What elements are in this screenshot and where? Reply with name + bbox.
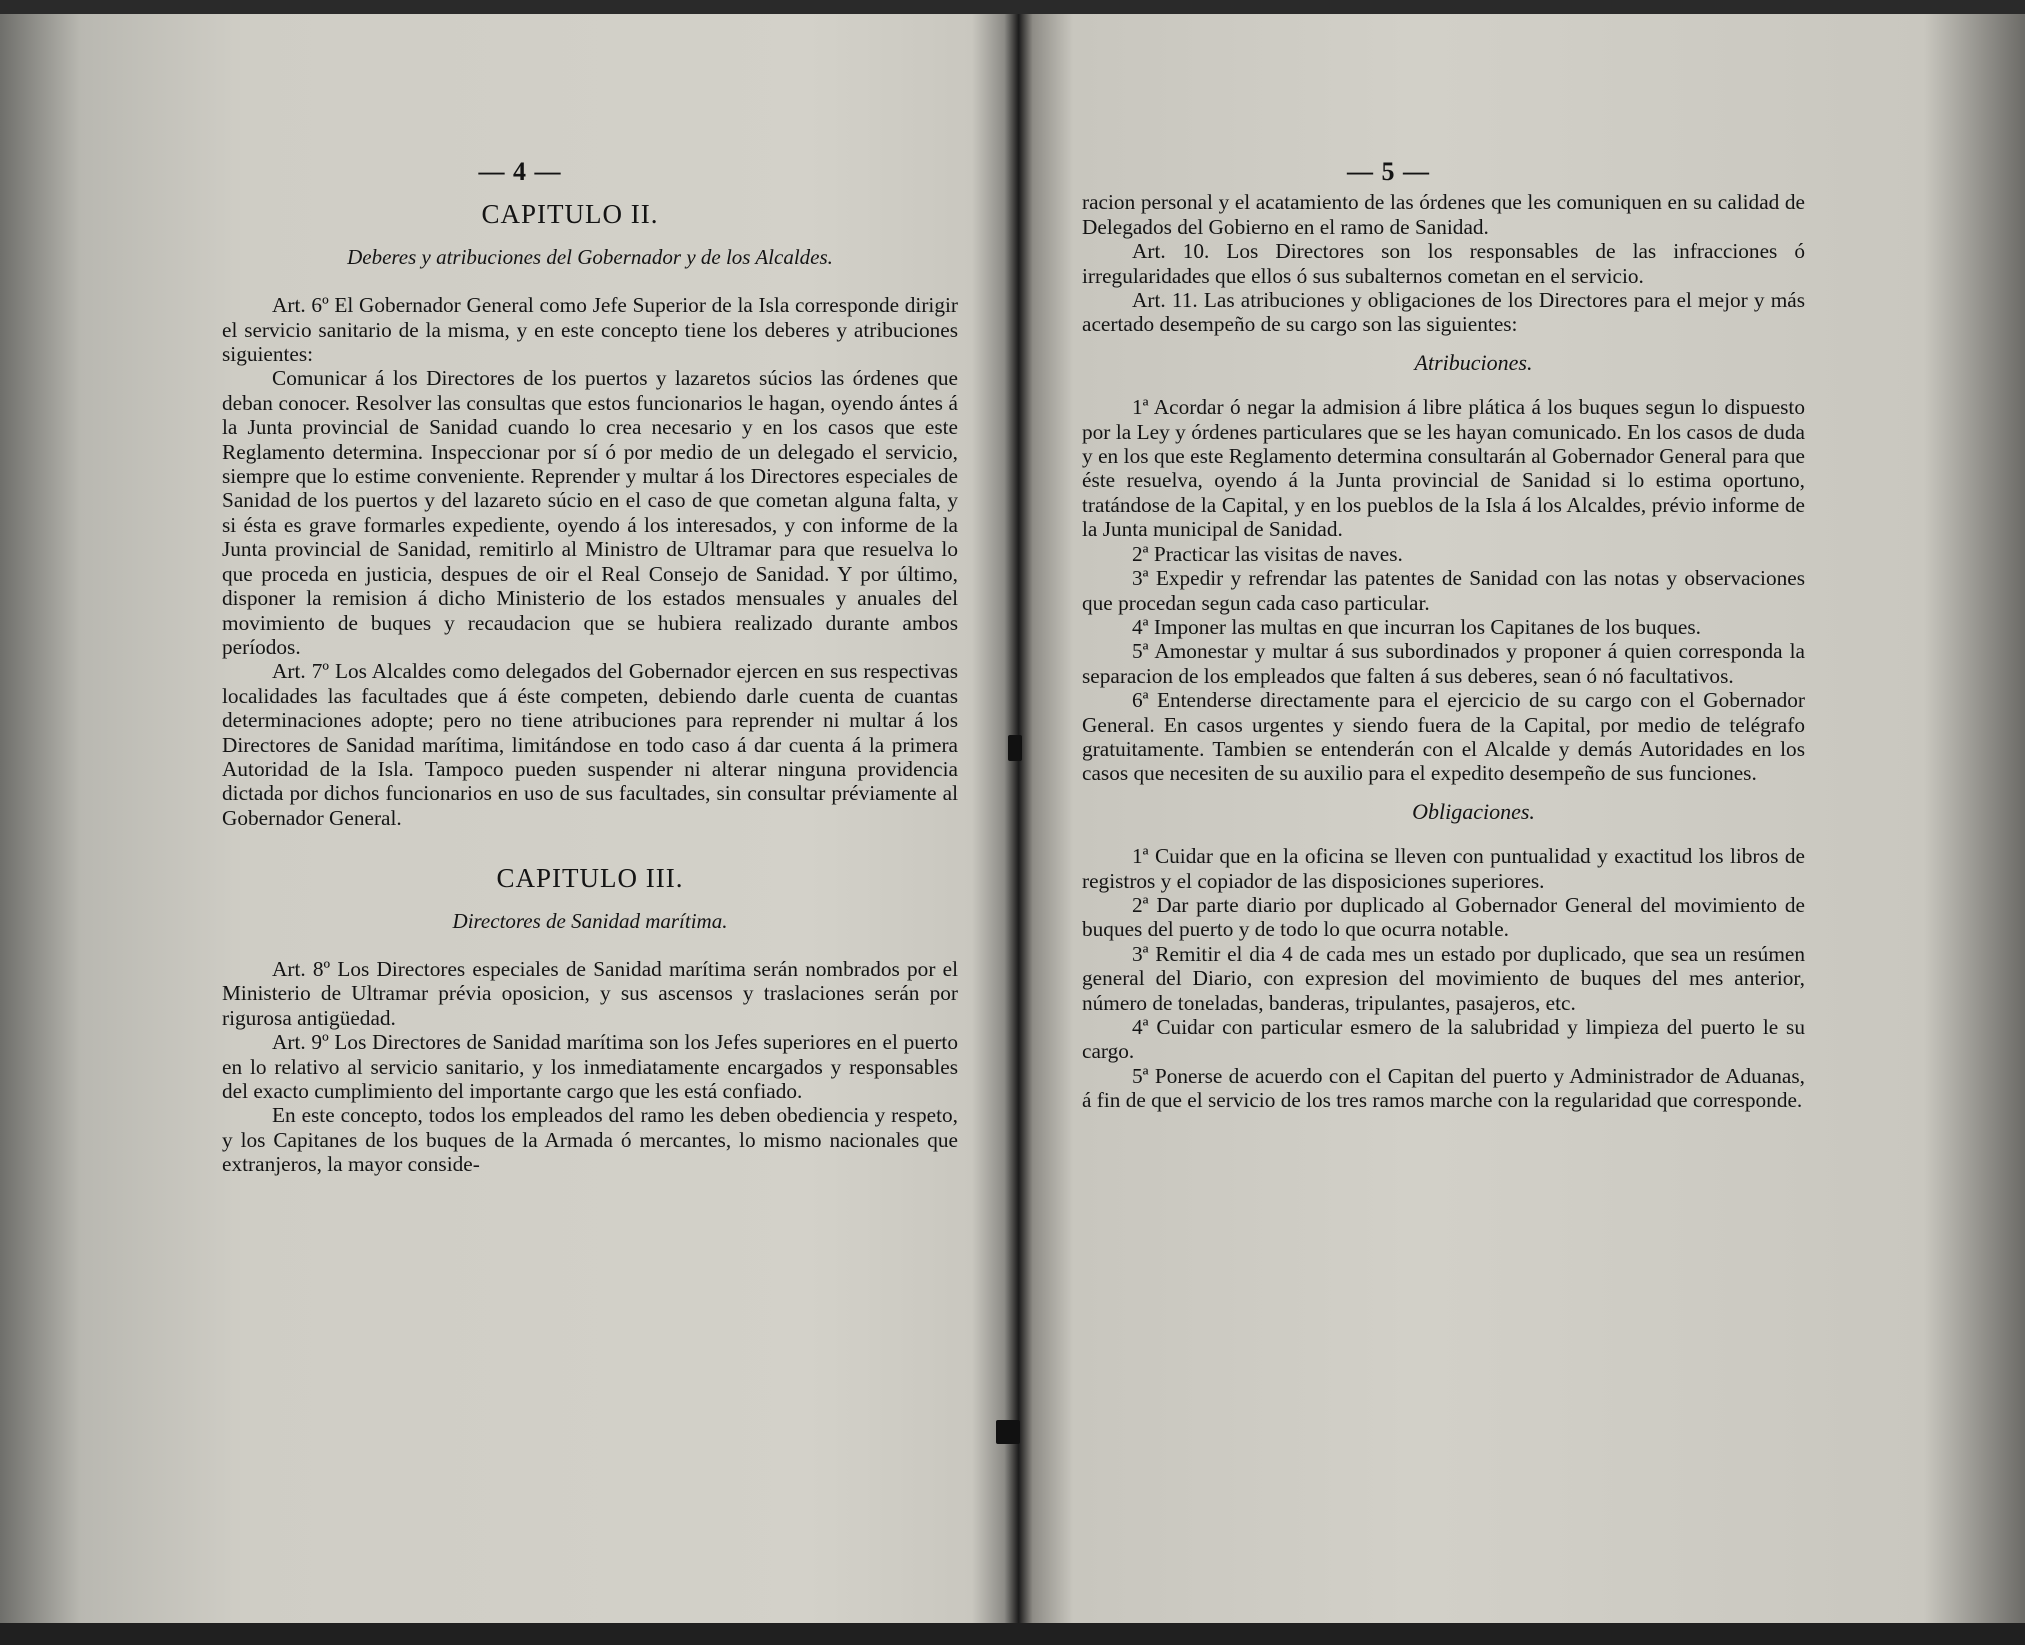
- list-item: 6ª Entenderse directamente para el ejercicio de su cargo con el Gobernador General. En casos urgentes y siendo fuera de la Capital, por medio de telégrafo gratuitamente. Tambien se entenderán con el Alcalde y demás Autoridades en los casos que necesiten de su auxilio para el expedito desempeño de sus funciones.: [1082, 688, 1805, 786]
- article-11: Art. 11. Las atribuciones y obligaciones de los Directores para el mejor y más acertado desempeño de su cargo son las siguientes:: [1082, 288, 1805, 337]
- list-item: 5ª Ponerse de acuerdo con el Capitan del puerto y Administrador de Aduanas, á fin de que el servicio de los tres ramos marche con la regularidad que corresponde.: [1082, 1063, 1805, 1113]
- list-item: 1ª Acordar ó negar la admision á libre plática á los buques segun lo dispuesto por la Ley y órdenes particulares que se les hayan comunicado. En los casos de duda y en los que este Reglamento determina consultarán al Gobernador General para que éste resuelva, oyendo á la Junta provincial de Sanidad si lo estima oportuno, tratándose de la Capital, y en los pueblos de la Isla á los Alcaldes, prévio informe de la Junta municipal de Sanidad.: [1082, 395, 1805, 542]
- list-item: 3ª Expedir y refrendar las patentes de Sanidad con las notas y observaciones que procedan segun cada caso particular.: [1082, 566, 1805, 615]
- gutter-shadow-mark: [1008, 735, 1022, 761]
- article-9: Art. 9º Los Directores de Sanidad marítima son los Jefes superiores en el puerto en lo relativo al servicio sanitario, y los inmediatamente encargados y responsables del exacto cumplimiento del importante cargo que les está confiado.: [222, 1030, 958, 1103]
- list-item: 2ª Dar parte diario por duplicado al Gobernador General del movimiento de buques del puerto y de todo lo que ocurra notable.: [1082, 892, 1805, 942]
- list-item: 5ª Amonestar y multar á sus subordinados y proponer á quien corresponda la separacion de los empleados que falten á sus deberes, sean ó nó facultativos.: [1082, 639, 1805, 688]
- article-9-body: En este concepto, todos los empleados del ramo les deben obediencia y respeto, y los Capitanes de los buques de la Armada ó mercantes, lo mismo nacionales que extranjeros, la mayor conside-: [222, 1103, 958, 1177]
- chapter-subtitle: Deberes y atribuciones del Gobernador y de los Alcaldes.: [347, 244, 833, 269]
- chapter-title: CAPITULO II.: [481, 199, 659, 230]
- page-number: — 5 —: [1347, 157, 1430, 186]
- continued-paragraph: racion personal y el acatamiento de las órdenes que les comuniquen en su calidad de Delegados del Gobierno en el ramo de Sanidad.: [1082, 190, 1805, 239]
- list-item: 4ª Cuidar con particular esmero de la salubridad y limpieza del puerto le su cargo.: [1082, 1015, 1805, 1064]
- chapter-title: CAPITULO III.: [496, 863, 684, 894]
- right-page: [1082, 157, 1805, 1113]
- list-item: 3ª Remitir el dia 4 de cada mes un estado por duplicado, que sea un resúmen general del Diario, con expresion del movimiento de buques del mes anterior, número de toneladas, banderas, tripulantes, pasajeros, etc.: [1082, 941, 1805, 1015]
- article-10: Art. 10. Los Directores son los responsables de las infracciones ó irregularidades que ellos ó sus subalternos cometan en el servicio.: [1082, 239, 1805, 288]
- article-6-body: Comunicar á los Directores de los puertos y lazaretos súcios las órdenes que deban conocer. Resolver las consultas que estos funcionarios le hagan, oyendo ántes á la Junta provincial de Sanidad cuando lo crea necesario y en los casos que este Reglamento determina. Inspeccionar por sí ó por medio de un delegado el servicio, siempre que lo estime conveniente. Reprender y multar á los Directores especiales de Sanidad de los puertos y del lazareto súcio en el caso de que cometan alguna falta, y si ésta es grave formarles expediente, oyendo á los interesados, y con informe de la Junta provincial de Sanidad, remitirlo al Ministro de Ultramar para que resuelva lo que proceda en justicia, despues de oir el Real Consejo de Sanidad. Y por último, disponer la remision á dicho Ministerio de los estados mensuales y anuales del movimiento de buques y recaudacion que se hubiera realizado durante ambos períodos.: [222, 366, 958, 659]
- list-item: 4ª Imponer las multas en que incurran los Capitanes de los buques.: [1132, 614, 1701, 639]
- page-number: — 4 —: [478, 157, 562, 186]
- section-title: Obligaciones.: [1412, 798, 1535, 824]
- chapter-subtitle: Directores de Sanidad marítima.: [452, 908, 728, 933]
- list-item: 1ª Cuidar que en la oficina se lleven con puntualidad y exactitud los libros de registros y el copiador de las disposiciones superiores.: [1082, 844, 1805, 893]
- article-7: Art. 7º Los Alcaldes como delegados del Gobernador ejercen en sus respectivas localidades las facultades que á éste competen, debiendo darle cuenta de cuantas determinaciones adopte; pero no tiene atribuciones para reprender ni multar á los Directores de Sanidad marítima, limitándose en todo caso á dar cuenta á la primera Autoridad de la Isla. Tampoco pueden suspender ni alterar ninguna providencia dictada por dichos funcionarios en uso de sus facultades, sin consultar préviamente al Gobernador General.: [222, 659, 958, 830]
- article-8: Art. 8º Los Directores especiales de Sanidad marítima serán nombrados por el Ministerio de Ultramar prévia oposicion, y sus ascensos y traslaciones serán por rigurosa antigüedad.: [222, 956, 958, 1030]
- section-title: Atribuciones.: [1414, 349, 1533, 375]
- article-6: Art. 6º El Gobernador General como Jefe Superior de la Isla corresponde dirigir el servicio sanitario de la misma, y en este concepto tiene los deberes y atribuciones siguientes:: [222, 293, 958, 367]
- left-page: [222, 157, 958, 1177]
- list-item: 2ª Practicar las visitas de naves.: [1132, 541, 1403, 566]
- scan-bottom-edge: [0, 1623, 2025, 1645]
- scan-top-edge: [0, 0, 2025, 14]
- gutter-shadow-mark: [996, 1420, 1020, 1444]
